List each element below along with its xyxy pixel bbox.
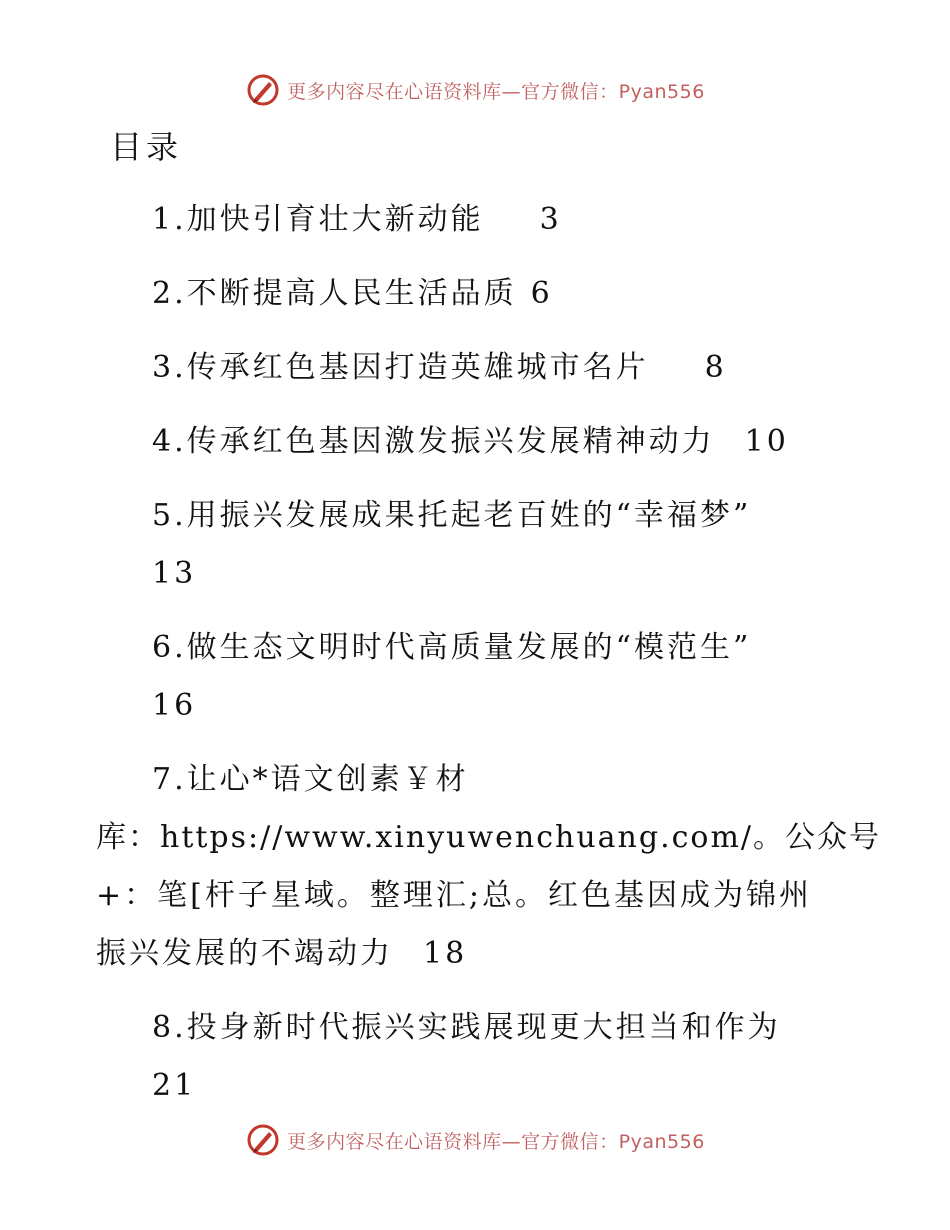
header-watermark bbox=[0, 70, 950, 110]
toc-entry-1[interactable] bbox=[152, 200, 562, 240]
toc-entry-7-line-4 bbox=[96, 934, 467, 974]
toc-entry-3[interactable] bbox=[152, 348, 727, 388]
toc-entry-text: 振兴发展的不竭动力 bbox=[96, 936, 393, 971]
toc-entry-5[interactable] bbox=[152, 496, 751, 536]
toc-entry-title: 6.做生态文明时代高质量发展的“模范生” bbox=[152, 630, 752, 665]
toc-page-number: 6 bbox=[530, 276, 553, 311]
toc-entry-7-line-2 bbox=[96, 818, 881, 858]
toc-entry-title: 2.不断提高人民生活品质 bbox=[152, 276, 517, 311]
toc-page-number: 21 bbox=[152, 1068, 197, 1103]
toc-entry-text: 库：https://www.xinyuwenchuang.com/。公众号 bbox=[96, 820, 882, 855]
toc-entry-8[interactable] bbox=[152, 1008, 781, 1048]
toc-entry-title: 5.用振兴发展成果托起老百姓的“幸福梦” bbox=[152, 498, 752, 533]
toc-entry-8-page[interactable] bbox=[152, 1066, 196, 1106]
watermark-label: 更多内容尽在心语资料库—官方微信： bbox=[287, 80, 619, 103]
toc-entry-title: 3.传承红色基因打造英雄城市名片 bbox=[152, 350, 649, 385]
toc-page-number: 16 bbox=[152, 688, 197, 723]
toc-entry-text: +：笔[杆子星域。整理汇;总。红色基因成为锦州 bbox=[96, 878, 812, 913]
watermark-text bbox=[287, 1127, 705, 1154]
pen-logo-icon bbox=[245, 1122, 281, 1158]
toc-page-number: 10 bbox=[744, 424, 789, 459]
pen-logo-icon bbox=[245, 72, 281, 108]
toc-page-number: 3 bbox=[539, 202, 562, 237]
toc-entry-7-line-3 bbox=[96, 876, 812, 916]
wechat-id: Pyan556 bbox=[618, 80, 705, 103]
footer-watermark bbox=[0, 1120, 950, 1160]
toc-entry-title: 4.传承红色基因激发振兴发展精神动力 bbox=[152, 424, 715, 459]
toc-page-number: 8 bbox=[704, 350, 727, 385]
watermark-text bbox=[287, 77, 705, 104]
toc-entry-7[interactable] bbox=[152, 760, 469, 800]
toc-entry-4[interactable] bbox=[152, 422, 789, 462]
toc-title: 目录 bbox=[110, 128, 183, 166]
toc-entry-title: 8.投身新时代振兴实践展现更大担当和作为 bbox=[152, 1010, 781, 1045]
wechat-id: Pyan556 bbox=[618, 1130, 705, 1153]
toc-entry-6-page[interactable] bbox=[152, 686, 196, 726]
toc-entry-title: 1.加快引育壮大新动能 bbox=[152, 202, 484, 237]
toc-entry-6[interactable] bbox=[152, 628, 751, 668]
toc-page-number: 13 bbox=[152, 556, 197, 591]
toc-page-number: 18 bbox=[423, 936, 468, 971]
toc-entry-title: 7.让心*语文创素￥材 bbox=[152, 762, 469, 797]
toc-entry-5-page[interactable] bbox=[152, 554, 196, 594]
watermark-label: 更多内容尽在心语资料库—官方微信： bbox=[287, 1130, 619, 1153]
toc-entry-2[interactable] bbox=[152, 274, 553, 314]
